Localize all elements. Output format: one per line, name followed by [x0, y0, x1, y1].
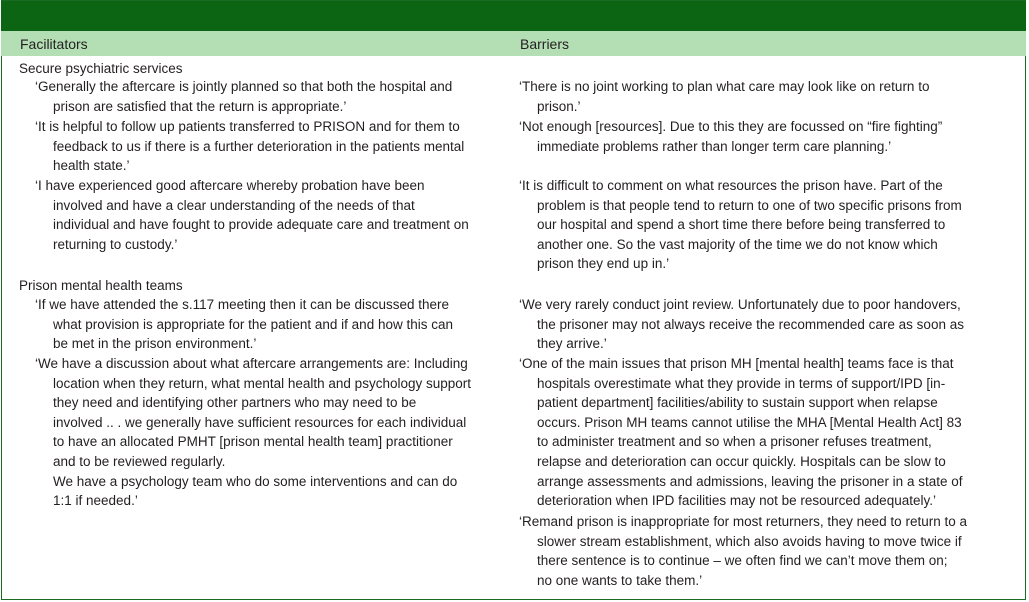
quote-line: health state.’ [53, 158, 130, 174]
quote-line: ‘It is helpful to follow up patients transferred to PRISON and for them to [35, 119, 460, 134]
quote-line: involved .. . we generally have sufficient resources for each individual [53, 414, 467, 430]
barrier-quote [519, 512, 967, 590]
quote-line: another one. So the vast majority of the time we do not know which [537, 236, 938, 252]
quote-line: ‘If we have attended the s.117 meeting then it can be discussed there [35, 297, 450, 312]
quote-line: returning to custody.’ [53, 236, 178, 252]
quote-line: the prisoner may not always receive the recommended care as soon as [537, 316, 964, 332]
quote-line: prison they end up in.’ [537, 256, 670, 272]
quote-line: they need and identifying other partners who may need to be [53, 395, 417, 411]
facilitator-quote [35, 176, 469, 254]
table-title-bar [1, 1, 1026, 31]
barrier-quote [519, 176, 962, 274]
quote-line: and to be reviewed regularly. [53, 453, 226, 469]
quote-line: to administer treatment and so when a prisoner refuses treatment, [537, 434, 932, 450]
quote-line: relapse and deterioration can occur quickly. Hospitals can be slow to [537, 453, 946, 469]
quote-line: ‘Generally the aftercare is jointly planned so that both the hospital and [35, 79, 453, 94]
quote-line: arrange assessments and admissions, leaving the prisoner in a state of [537, 473, 963, 489]
quote-line: individual and have fought to provide adequate care and treatment on [53, 217, 469, 233]
quote-line: what provision is appropriate for the patient and if and how this can [53, 316, 453, 332]
header-barriers: Barriers [520, 36, 570, 52]
quote-line: deterioration when IPD facilities may not be resourced adequately.’ [537, 493, 936, 509]
quote-line: our hospital and spend a short time there before being transferred to [537, 217, 946, 233]
quote-line: problem is that people tend to return to one of two specific prisons from [537, 197, 962, 213]
facilitator-quote [35, 117, 464, 176]
facilitator-quote [35, 295, 453, 354]
header-facilitators: Facilitators [20, 36, 88, 52]
barrier-quote [519, 354, 962, 511]
quote-line: feedback to us if there is a further deterioration in the patients mental [53, 138, 465, 154]
quote-line: 1:1 if needed.’ [53, 493, 138, 509]
quote-line: immediate problems rather than longer term care planning.’ [537, 138, 892, 154]
quote-line: We have a psychology team who do some interventions and can do [53, 473, 458, 489]
quote-line: to have an allocated PMHT [prison mental health team] practitioner [53, 434, 453, 450]
quote-line: ‘I have experienced good aftercare whereby probation have been [35, 178, 425, 193]
quote-line: there sentence is to continue – we often find we can’t move them on; [537, 553, 948, 569]
quote-line: no one wants to take them.’ [537, 572, 703, 588]
quote-line: be met in the prison environment.’ [53, 336, 257, 352]
barrier-quote [519, 117, 942, 156]
quote-line: ‘It is difficult to comment on what resources the prison have. Part of the [519, 178, 943, 193]
quote-line: prison.’ [537, 98, 581, 114]
facilitator-quote [35, 77, 452, 116]
quote-line: hospitals overestimate what they provide in terms of support/IPD [in- [537, 375, 946, 391]
barrier-quote [519, 77, 929, 116]
quote-line: ‘There is no joint working to plan what care may look like on return to [519, 79, 930, 94]
barrier-quote [519, 295, 964, 354]
section-title-prison-mental-health-teams: Prison mental health teams [19, 278, 183, 293]
quote-line: location when they return, what mental health and psychology support [53, 375, 472, 391]
table-header-row [1, 31, 1026, 56]
quote-line: ‘We have a discussion about what aftercare arrangements are: Including [35, 356, 468, 371]
section-title-secure-psychiatric-services: Secure psychiatric services [19, 61, 183, 76]
quote-line: occurs. Prison MH teams cannot utilise the MHA [Mental Health Act] 83 [537, 414, 962, 430]
quote-line: ‘We very rarely conduct joint review. Unfortunately due to poor handovers, [519, 297, 961, 312]
quote-line: ‘Remand prison is inappropriate for most returners, they need to return to a [519, 514, 967, 529]
quote-line: slower stream establishment, which also avoids having to move twice if [537, 533, 962, 549]
facilitator-quote [35, 354, 471, 511]
quote-line: ‘One of the main issues that prison MH [mental health] teams face is that [519, 356, 954, 371]
quote-line: patient department] facilities/ability to sustain support when relapse [537, 395, 938, 411]
quote-line: involved and have a clear understanding of the needs of that [53, 197, 415, 213]
quote-line: ‘Not enough [resources]. Due to this they are focussed on “fire fighting” [519, 119, 943, 134]
quote-line: they arrive.’ [537, 336, 607, 352]
quote-line: prison are satisfied that the return is appropriate.’ [53, 98, 347, 114]
